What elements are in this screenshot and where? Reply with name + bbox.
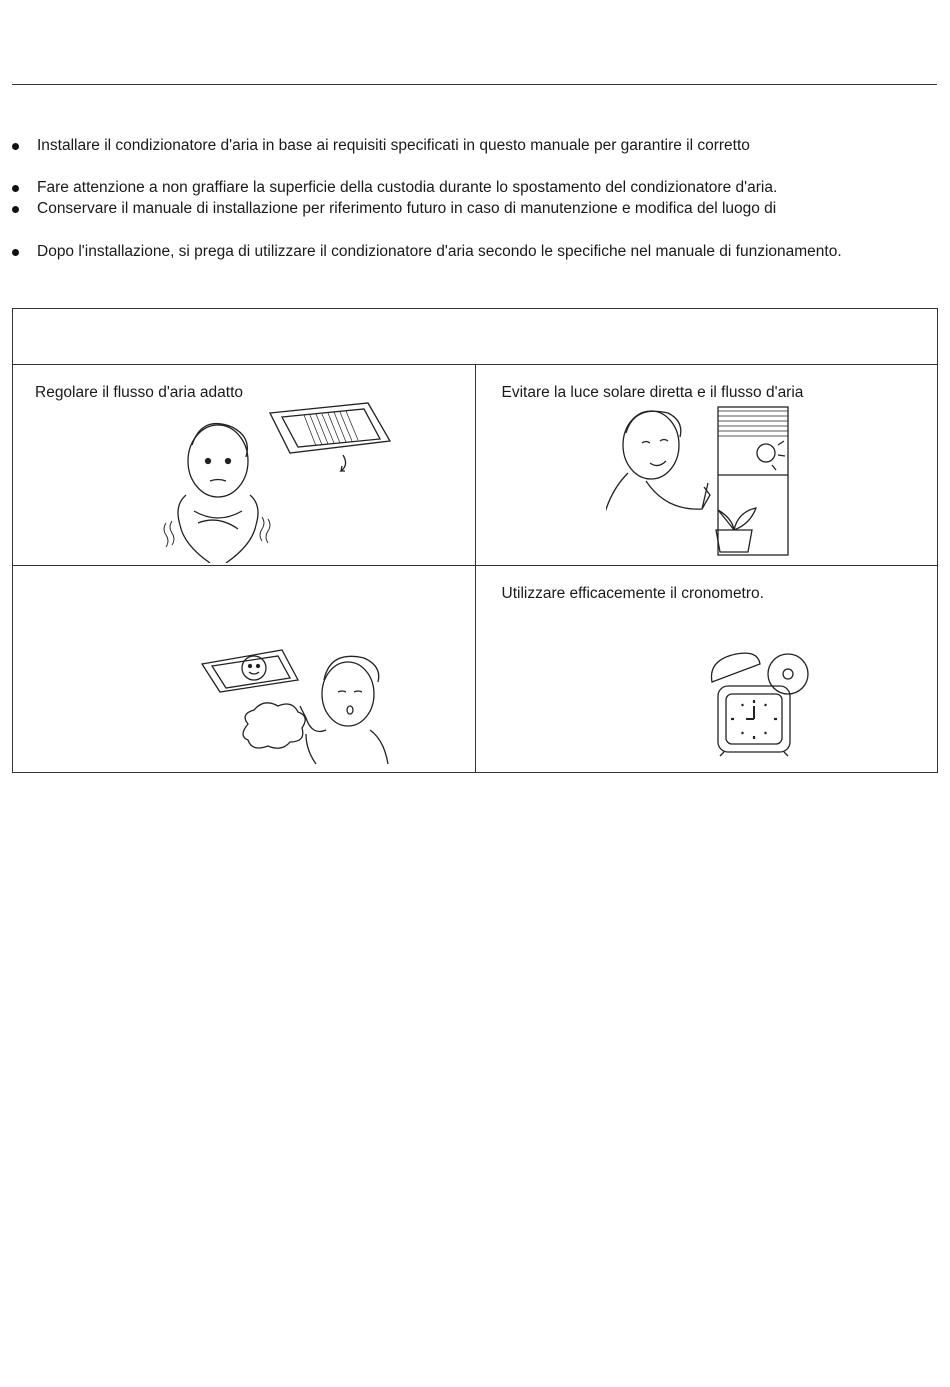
alarm-clock-icon: [706, 648, 816, 758]
tips-table-header: [13, 309, 938, 365]
tip-label: Regolare il flusso d'aria adatto: [35, 384, 244, 401]
tip-cell-fresh-air: [13, 566, 476, 773]
tips-table: [12, 308, 938, 773]
person-cassette-fresh-air-icon: [198, 644, 398, 769]
bullet-dot-icon: [12, 185, 19, 192]
tip-cell-sunlight: [475, 365, 938, 566]
bullet-dot-icon: [12, 143, 19, 150]
tip-label: Utilizzare efficacemente il cronometro.: [501, 585, 764, 602]
bullet-text: Fare attenzione a non graffiare la superficie della custodia durante lo spostamento del condizionatore d'aria.: [37, 179, 778, 196]
bullet-text: Installare il condizionatore d'aria in base ai requisiti specificati in questo manuale per garantire il corretto: [37, 137, 750, 154]
bullet-text: Conservare il manuale di installazione per riferimento futuro in caso di manutenzione e modifica del luogo di: [37, 200, 777, 217]
tip-label: Evitare la luce solare diretta e il flusso d'aria: [501, 384, 804, 401]
bullet-dot-icon: [12, 249, 19, 256]
tip-cell-timer: [475, 566, 938, 773]
bullet-text: Dopo l'installazione, si prega di utilizzare il condizionatore d'aria secondo le specifiche nel manuale di funzionamento.: [37, 243, 842, 260]
header-rule: [12, 84, 937, 85]
person-closing-blinds-icon: [606, 405, 806, 565]
cold-person-cassette-icon: [158, 393, 398, 563]
bullet-dot-icon: [12, 206, 19, 213]
tip-cell-airflow: [13, 365, 476, 566]
